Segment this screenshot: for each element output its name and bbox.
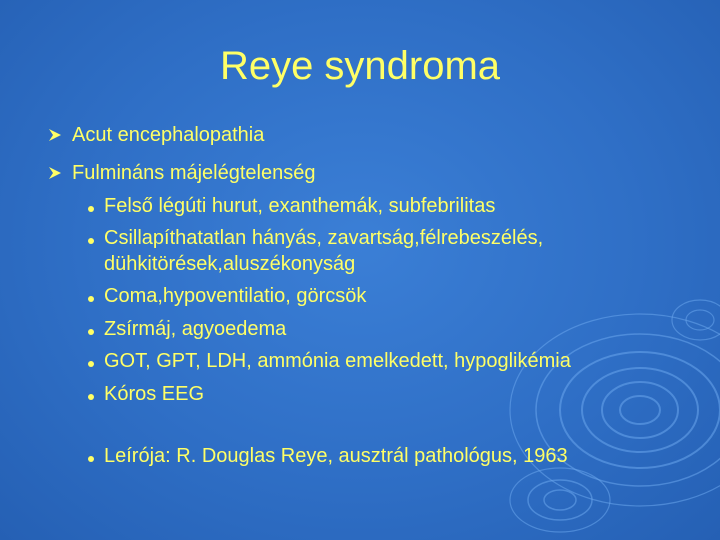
dot-bullet-icon [88, 206, 94, 212]
bullet-item-1: Acut encephalopathia [72, 124, 265, 146]
dot-bullet-icon [88, 329, 94, 335]
sub-bullet-item-7: Leírója: R. Douglas Reye, ausztrál pathológus, 1963 [104, 445, 568, 467]
sub-bullet-item-3: Coma,hypoventilatio, görcsök [104, 285, 367, 307]
sub-bullet-item-2: Csillapíthatatlan hányás, zavartság,félrebeszélés, [104, 227, 544, 249]
sub-bullet-item-4: Zsírmáj, agyoedema [104, 318, 287, 340]
sub-bullet-item-5: GOT, GPT, LDH, ammónia emelkedett, hypoglikémia [104, 350, 571, 372]
sub-bullet-item-2-continued: dühkitörések,aluszékonyság [104, 253, 356, 275]
dot-bullet-icon [88, 394, 94, 400]
arrow-bullet-icon [48, 166, 62, 180]
arrow-bullet-icon [48, 128, 62, 142]
dot-bullet-icon [88, 296, 94, 302]
bullet-item-2: Fulmináns májelégtelenség [72, 162, 316, 184]
sub-bullet-item-1: Felső légúti hurut, exanthemák, subfebrilitas [104, 195, 496, 217]
slide-title: Reye syndroma [219, 44, 501, 88]
dot-bullet-icon [88, 238, 94, 244]
dot-bullet-icon [88, 361, 94, 367]
dot-bullet-icon [88, 456, 94, 462]
sub-bullet-item-6: Kóros EEG [104, 383, 205, 405]
